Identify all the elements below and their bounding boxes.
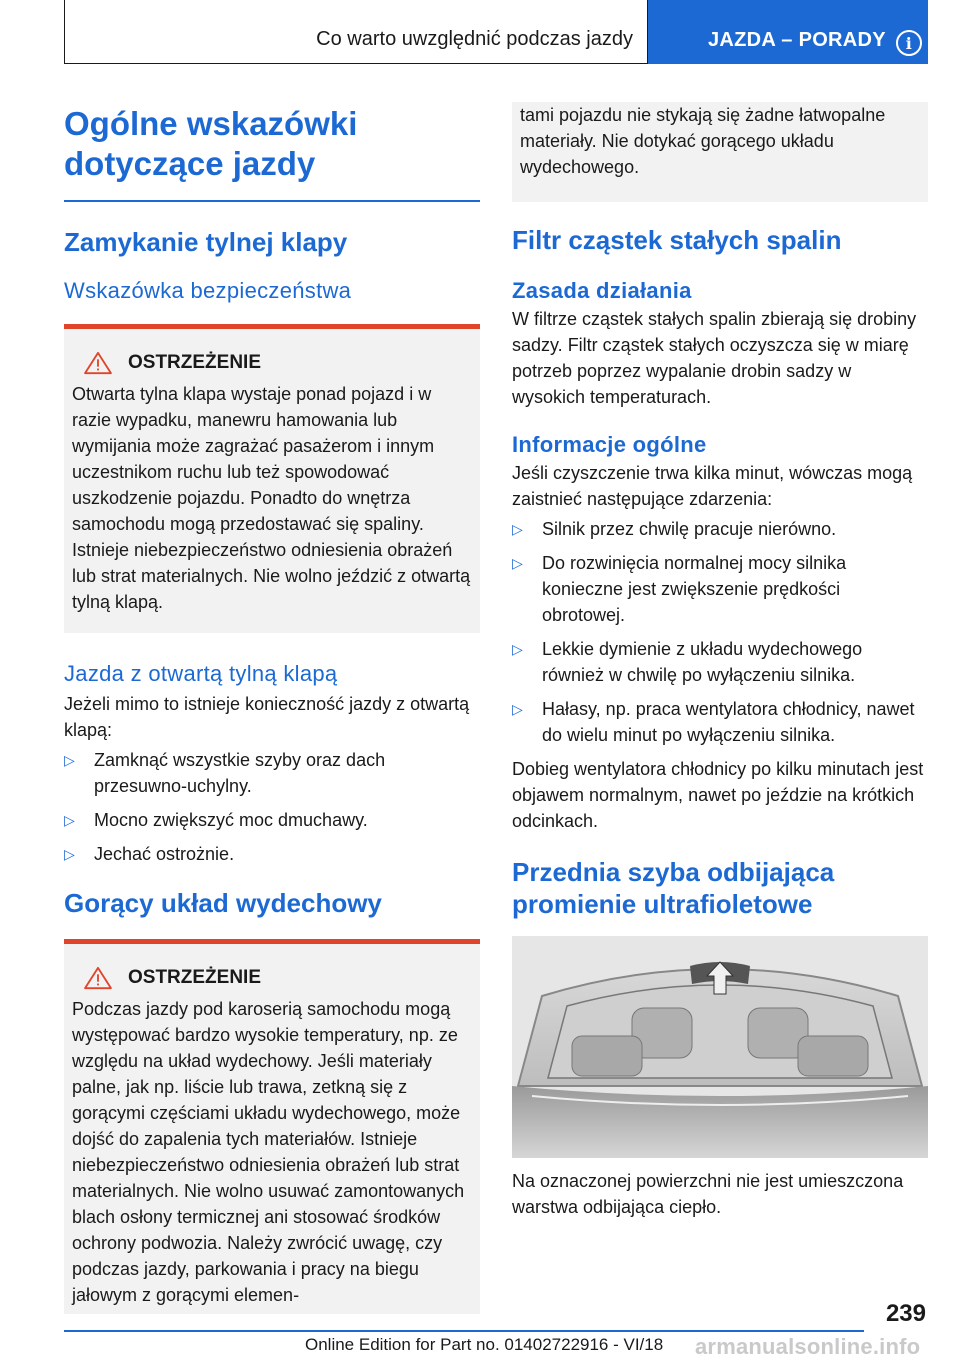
list-item: ▷ Silnik przez chwilę pracuje nierówno.: [512, 516, 928, 542]
list-item: ▷ Zamknąć wszystkie szyby oraz dach przesuwno-uchylny.: [64, 747, 480, 799]
windshield-photo: [512, 936, 928, 1158]
page-header: [64, 0, 928, 64]
heading-open-tailgate: Jazda z otwartą tylną klapą: [64, 661, 338, 686]
warning-box-continued: [512, 102, 928, 202]
general-outro: Dobieg wentylatora chłodnicy po kilku minutach jest objawem normalnym, nawet po jeździe na krótkich odcinkach.: [512, 759, 924, 831]
heading-uv-windshield: Przednia szyba odbijająca promienie ultrafioletowe: [512, 857, 835, 919]
footer-divider: [64, 1330, 864, 1332]
warning-box-exhaust: [64, 939, 480, 1314]
bullet-triangle-icon: ▷: [64, 812, 75, 828]
bullet-triangle-icon: ▷: [512, 641, 523, 657]
edition-text: Online Edition for Part no. 01402722916 - VI/18: [305, 1335, 664, 1354]
bullet-triangle-icon: ▷: [512, 521, 523, 537]
list-item: ▷ Do rozwinięcia normalnej mocy silnika konieczne jest zwiększenie prędkości obrotowej.: [512, 550, 928, 628]
warning-triangle-icon: [82, 351, 114, 375]
warning-label: OSTRZEŻENIE: [128, 967, 262, 988]
chapter-label: JAZDA – PORADY: [708, 29, 886, 51]
right-column: [512, 100, 928, 1220]
page-title: Ogólne wskazówki dotyczące jazdy: [64, 104, 480, 202]
list-item: ▷ Hałasy, np. praca wentylatora chłodnicy, nawet do wielu minut po wyłączeniu silnika.: [512, 696, 928, 748]
left-column: [64, 100, 480, 1314]
warning-text-continued: tami pojazdu nie stykają się żadne łatwopalne materiały. Nie dotykać gorącego układu wydechowego.: [520, 105, 886, 177]
general-intro: Jeśli czyszczenie trwa kilka minut, wówczas mogą zaistnieć następujące zdarzenia:: [512, 463, 913, 509]
chapter-tab[interactable]: [648, 0, 928, 64]
warning-text: Otwarta tylna klapa wystaje ponad pojazd i w razie wypadku, manewru hamowania lub wymijania może zagrażać pasażerom i innym uczestnikom ruchu lub też spowodować uszkodzenie pojazdu. Ponadto do wnętrza samochodu mogą przedostawać się spaliny. Istnieje niebezpieczeństwo odniesienia obrażeń lub strat materialnych. Nie wolno jeździć z otwartą tylną klapą.: [72, 384, 471, 612]
heading-safety-note: Wskazówka bezpieczeństwa: [64, 278, 352, 303]
warning-header: [72, 966, 472, 990]
list-item: ▷ Jechać ostrożnie.: [64, 841, 480, 867]
list-item: ▷ Mocno zwiększyć moc dmuchawy.: [64, 807, 480, 833]
info-circle-icon: i: [896, 30, 922, 56]
bullet-triangle-icon: ▷: [64, 846, 75, 862]
bullet-triangle-icon: ▷: [512, 555, 523, 571]
heading-hot-exhaust: Gorący układ wydechowy: [64, 888, 382, 918]
general-info-list: [512, 516, 928, 748]
bullet-triangle-icon: ▷: [512, 701, 523, 717]
watermark[interactable]: armanualsonline.info: [695, 1334, 921, 1359]
list-item: ▷ Lekkie dymienie z układu wydechowego również w chwilę po wyłączeniu silnika.: [512, 636, 928, 688]
heading-general-info: Informacje ogólne: [512, 432, 707, 457]
section-title: Co warto uwzględnić podczas jazdy: [64, 0, 648, 64]
heading-tailgate: Zamykanie tylnej klapy: [64, 227, 348, 257]
warning-header: [72, 351, 472, 375]
photo-caption: Na oznaczonej powierzchni nie jest umieszczona warstwa odbijająca ciepło.: [512, 1171, 904, 1217]
heading-principle: Zasada działania: [512, 278, 692, 303]
heading-particle-filter: Filtr cząstek stałych spalin: [512, 225, 842, 255]
page-number: 239: [885, 1300, 926, 1327]
bullet-triangle-icon: ▷: [64, 752, 75, 768]
warning-text: Podczas jazdy pod karoserią samochodu mogą występować bardzo wysokie temperatury, np. ze względu na układ wydechowy. Jeśli materiały palne, jak np. liście lub trawa, zetkną się z gorącymi częściami układu wydechowego, może dojść do zapalenia tych materiałów. Istnieje niebezpieczeństwo odniesienia obrażeń lub strat materialnych. Nie wolno usuwać zamontowanych blach osłony termicznej ani stosować środków ochrony podwozia. Należy zwrócić uwagę, czy podczas jazdy, parkowania i pracy na biegu jałowym z gorącymi elemen-: [72, 999, 465, 1305]
warning-triangle-icon: [82, 966, 114, 990]
warning-label: OSTRZEŻENIE: [128, 352, 262, 373]
warning-box-tailgate: [64, 324, 480, 633]
open-tailgate-intro: Jeżeli mimo to istnieje konieczność jazdy z otwartą klapą:: [64, 694, 470, 740]
car-interior-illustration: [512, 936, 928, 1158]
principle-text: W filtrze cząstek stałych spalin zbierają się drobiny sadzy. Filtr cząstek stałych oczyszcza się w miarę potrzeb poprzez wypalanie drobin sadzy w wysokich temperaturach.: [512, 309, 917, 407]
open-tailgate-list: [64, 747, 480, 867]
